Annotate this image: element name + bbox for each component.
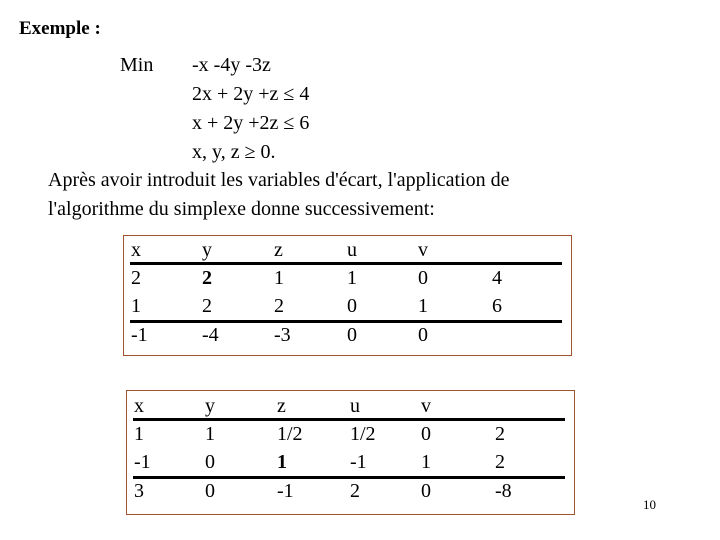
tableau-cell: 4 xyxy=(492,267,502,289)
objective-rule xyxy=(130,320,562,323)
tableau-cell: -1 xyxy=(350,451,367,473)
slide-title: Exemple : xyxy=(19,18,101,39)
tableau-cell: 0 xyxy=(421,423,431,445)
column-header: z xyxy=(277,395,286,417)
objective: -x -4y -3z xyxy=(192,54,271,76)
page-number: 10 xyxy=(643,497,656,512)
tableau-cell: 1 xyxy=(277,451,287,473)
tableau-cell: 0 xyxy=(418,267,428,289)
tableau-cell: 0 xyxy=(205,451,215,473)
tableau-cell: 1/2 xyxy=(277,423,303,445)
tableau-cell: 2 xyxy=(131,267,141,289)
text-line-2: l'algorithme du simplexe donne successivement: xyxy=(48,198,435,220)
column-header: u xyxy=(347,239,357,261)
tableau-cell: 0 xyxy=(421,480,431,502)
tableau-cell: 1 xyxy=(347,267,357,289)
column-header: y xyxy=(205,395,215,417)
objective-rule xyxy=(133,476,565,479)
column-header: v xyxy=(421,395,431,417)
tableau-cell: 1 xyxy=(131,295,141,317)
tableau-cell: 0 xyxy=(347,324,357,346)
tableau-cell: 0 xyxy=(205,480,215,502)
constraint-3: x, y, z ≥ 0. xyxy=(192,141,276,163)
tableau-cell: 2 xyxy=(202,295,212,317)
header-rule xyxy=(133,418,565,421)
column-header: u xyxy=(350,395,360,417)
min-label: Min xyxy=(120,54,154,76)
column-header: x xyxy=(131,239,141,261)
header-rule xyxy=(130,262,562,265)
tableau-cell: 2 xyxy=(495,451,505,473)
tableau-cell: 2 xyxy=(350,480,360,502)
tableau-cell: 1/2 xyxy=(350,423,376,445)
tableau-cell: 1 xyxy=(205,423,215,445)
tableau-cell: -4 xyxy=(202,324,219,346)
tableau-cell: 2 xyxy=(495,423,505,445)
tableau-1 xyxy=(123,235,572,356)
tableau-2 xyxy=(126,390,575,515)
tableau-cell: 1 xyxy=(421,451,431,473)
tableau-cell: -1 xyxy=(134,451,151,473)
column-header: z xyxy=(274,239,283,261)
tableau-cell: 1 xyxy=(274,267,284,289)
tableau-cell: -1 xyxy=(277,480,294,502)
tableau-cell: 2 xyxy=(274,295,284,317)
tableau-cell: -3 xyxy=(274,324,291,346)
column-header: v xyxy=(418,239,428,261)
tableau-cell: 2 xyxy=(202,267,212,289)
column-header: x xyxy=(134,395,144,417)
tableau-cell: 1 xyxy=(134,423,144,445)
constraint-1: 2x + 2y +z ≤ 4 xyxy=(192,83,310,105)
tableau-cell: -1 xyxy=(131,324,148,346)
tableau-cell: -8 xyxy=(495,480,512,502)
tableau-cell: 3 xyxy=(134,480,144,502)
tableau-cell: 1 xyxy=(418,295,428,317)
tableau-cell: 0 xyxy=(418,324,428,346)
tableau-cell: 0 xyxy=(347,295,357,317)
column-header: y xyxy=(202,239,212,261)
tableau-cell: 6 xyxy=(492,295,502,317)
constraint-2: x + 2y +2z ≤ 6 xyxy=(192,112,310,134)
text-line-1: Après avoir introduit les variables d'écart, l'application de xyxy=(48,169,510,191)
